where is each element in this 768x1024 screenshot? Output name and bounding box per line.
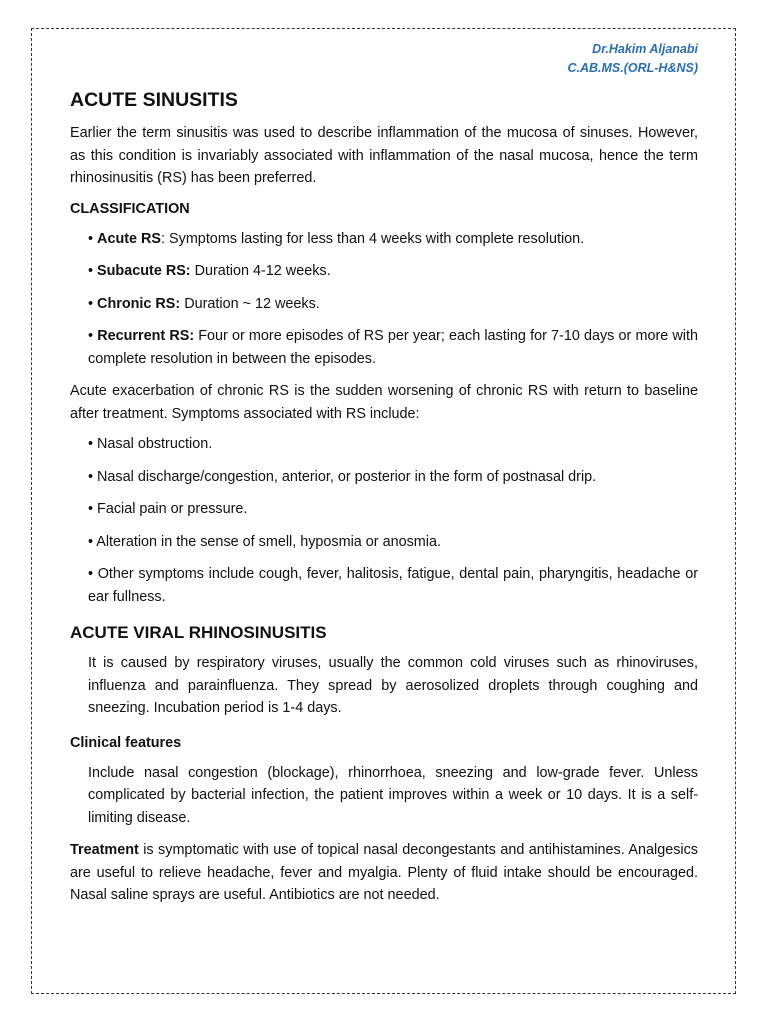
symptoms-list xyxy=(70,433,698,608)
classification-item xyxy=(88,228,698,251)
treatment-paragraph xyxy=(70,839,698,907)
classification-text: Duration 4-12 weeks. xyxy=(190,263,331,279)
classification-list xyxy=(70,228,698,371)
bullet: • xyxy=(88,295,94,312)
author-credentials: C.AB.MS.(ORL-H&NS) xyxy=(567,61,698,75)
treatment-text: is symptomatic with use of topical nasal decongestants and antihistamines. Analgesics are useful to relieve headache, fever and myalgia. Plenty of fluid intake should be encouraged. Nasal saline sprays are useful. Antibiotics are not needed. xyxy=(70,842,698,903)
clinical-features-paragraph: Include nasal congestion (blockage), rhinorrhoea, sneezing and low-grade fever. Unless complicated by bacterial infection, the patient improves within a week or 10 days. It is a self-limiting disease. xyxy=(88,764,698,826)
author-name: Dr.Hakim Aljanabi xyxy=(592,42,698,56)
classification-term: Recurrent RS: xyxy=(97,328,195,344)
treatment-label: Treatment xyxy=(70,842,139,858)
classification-item xyxy=(88,325,698,370)
symptom-item: • Alteration in the sense of smell, hyposmia or anosmia. xyxy=(88,533,441,550)
classification-term: Acute RS xyxy=(97,230,162,247)
symptom-item: • Other symptoms include cough, fever, halitosis, fatigue, dental pain, pharyngitis, headache or ear fullness. xyxy=(88,566,698,605)
viral-section-heading: ACUTE VIRAL RHINOSINUSITIS xyxy=(70,623,327,642)
viral-section-paragraph: It is caused by respiratory viruses, usually the common cold viruses such as rhinoviruses, influenza and parainfluenza. They spread by aerosolized droplets through coughing and sneezing. Incubation period is 1-4 days. xyxy=(88,655,698,716)
author-block xyxy=(70,40,698,78)
classification-text: Duration ~ 12 weeks. xyxy=(180,295,320,312)
clinical-features-heading: Clinical features xyxy=(70,734,182,751)
exacerbation-paragraph: Acute exacerbation of chronic RS is the sudden worsening of chronic RS with return to baseline after treatment. Symptoms associated with RS include: xyxy=(70,383,698,422)
classification-heading: CLASSIFICATION xyxy=(70,200,190,217)
symptom-item: • Nasal obstruction. xyxy=(88,436,213,452)
symptom-item: • Facial pain or pressure. xyxy=(88,501,248,517)
classification-term: Subacute RS: xyxy=(97,263,191,279)
bullet: • xyxy=(88,328,94,344)
page-title: ACUTE SINUSITIS xyxy=(70,89,238,111)
classification-item xyxy=(88,293,698,316)
intro-paragraph: Earlier the term sinusitis was used to describe inflammation of the mucosa of sinuses. However, as this condition is invariably associated with inflammation of the nasal mucosa, hence the term rhinosinusitis (RS) has been preferred. xyxy=(70,125,698,186)
symptom-item: • Nasal discharge/congestion, anterior, or posterior in the form of postnasal drip. xyxy=(88,468,597,485)
classification-text: Symptoms lasting for less than 4 weeks with complete resolution. xyxy=(165,230,585,247)
classification-text: Four or more episodes of RS per year; each lasting for 7-10 days or more with complete resolution in between the episodes. xyxy=(88,328,698,367)
document-content xyxy=(70,40,698,907)
bullet: • xyxy=(88,263,94,279)
classification-term: Chronic RS: xyxy=(97,295,181,312)
bullet: • xyxy=(88,230,94,247)
term-separator: : xyxy=(161,230,166,247)
classification-item xyxy=(88,260,698,283)
